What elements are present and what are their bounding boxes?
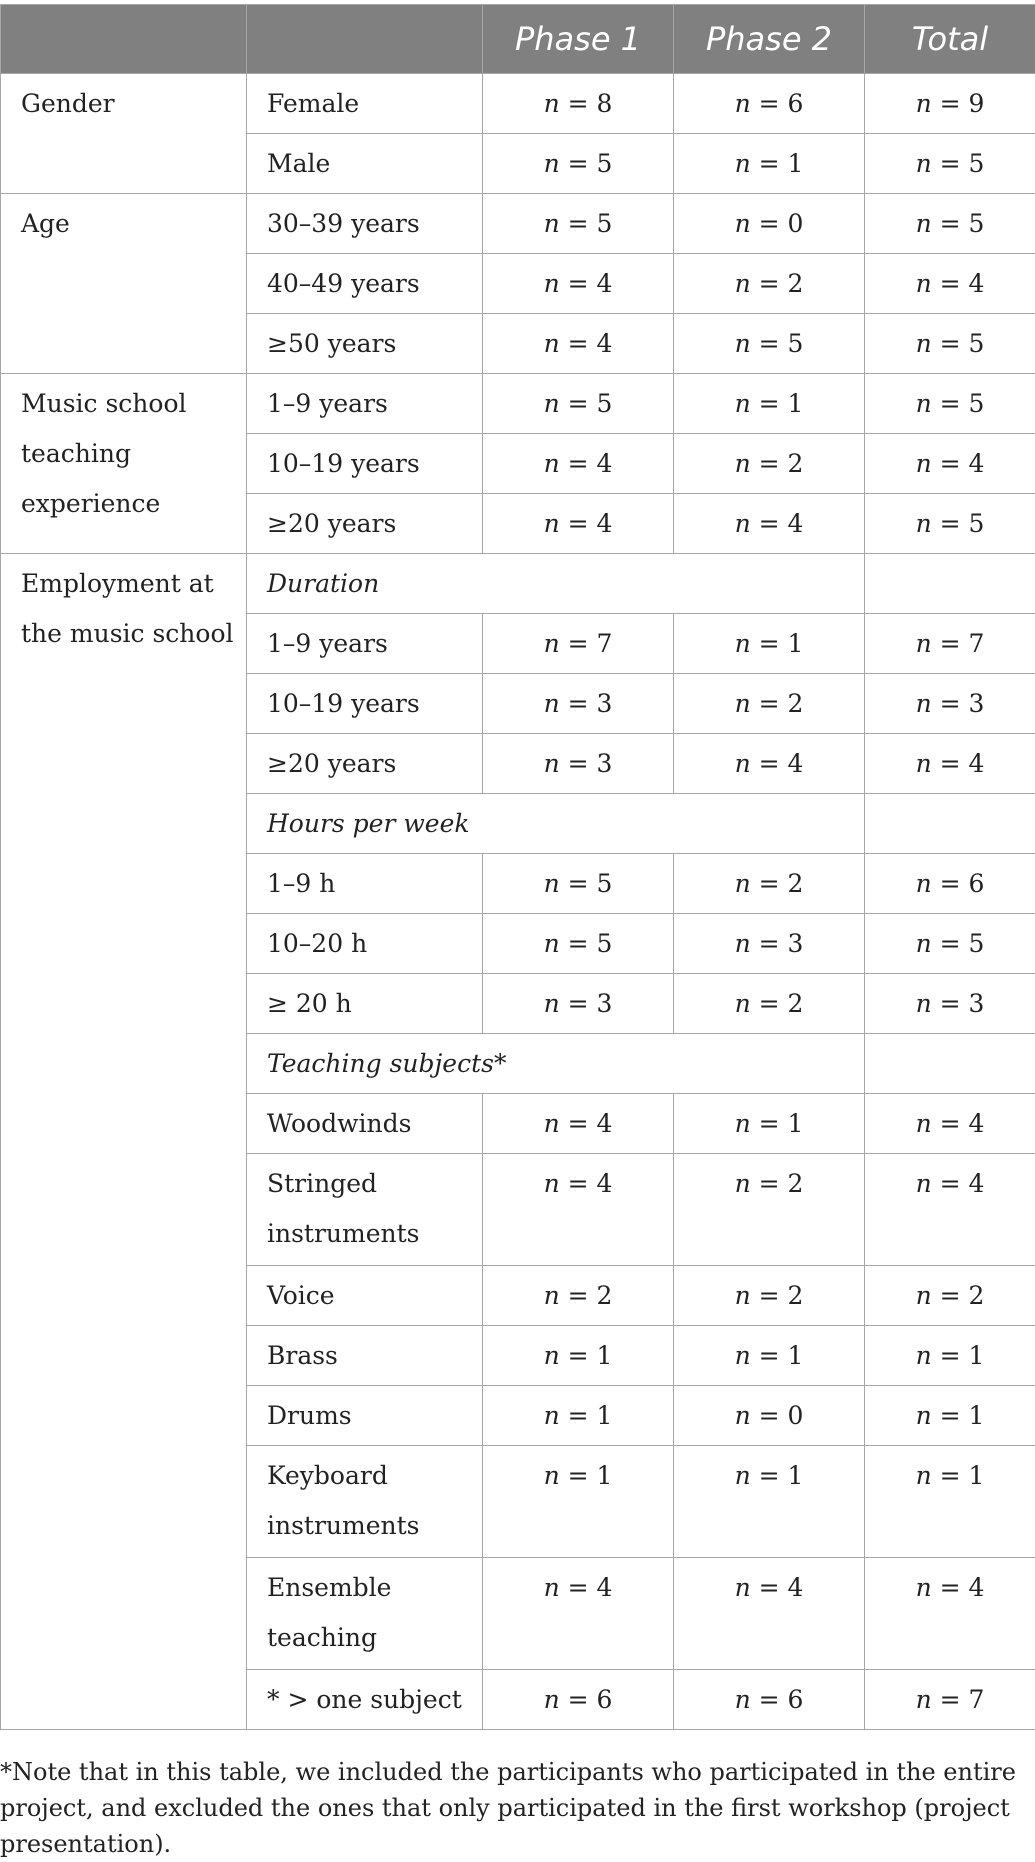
phase2-cell: n = 2 xyxy=(674,1266,865,1326)
row-label: Voice xyxy=(247,1266,483,1326)
phase2-cell: n = 2 xyxy=(674,674,865,734)
header-total: Total xyxy=(865,5,1035,74)
n-symbol: n xyxy=(916,1281,932,1310)
phase2-cell: n = 2 xyxy=(674,254,865,314)
phase2-cell: n = 1 xyxy=(674,1094,865,1154)
total-cell: n = 5 xyxy=(865,374,1035,434)
table-row xyxy=(1,74,1035,134)
total-cell: n = 5 xyxy=(865,194,1035,254)
n-symbol: n xyxy=(735,1573,751,1602)
n-symbol: n xyxy=(916,989,932,1018)
total-cell: n = 6 xyxy=(865,854,1035,914)
phase2-cell: n = 4 xyxy=(674,734,865,794)
n-symbol: n xyxy=(735,929,751,958)
phase1-cell: n = 4 xyxy=(483,494,674,554)
n-symbol: n xyxy=(544,449,560,478)
phase1-cell: n = 5 xyxy=(483,194,674,254)
row-label: 10–19 years xyxy=(247,674,483,734)
row-label: 10–20 h xyxy=(247,914,483,974)
subsection-label: Teaching subjects* xyxy=(247,1034,865,1094)
row-label: Female xyxy=(247,74,483,134)
row-label: 30–39 years xyxy=(247,194,483,254)
n-symbol: n xyxy=(735,149,751,178)
phase1-cell: n = 1 xyxy=(483,1446,674,1558)
n-symbol: n xyxy=(544,929,560,958)
category-cell: Age xyxy=(1,194,247,374)
n-symbol: n xyxy=(735,869,751,898)
row-label: 1–9 h xyxy=(247,854,483,914)
n-symbol: n xyxy=(544,1401,560,1430)
n-symbol: n xyxy=(916,389,932,418)
category-cell: Gender xyxy=(1,74,247,194)
total-cell: n = 1 xyxy=(865,1386,1035,1446)
phase2-cell: n = 2 xyxy=(674,1154,865,1266)
phase2-cell: n = 4 xyxy=(674,1558,865,1670)
row-label: * > one subject xyxy=(247,1670,483,1730)
table-container xyxy=(0,4,1035,1730)
n-symbol: n xyxy=(735,1461,751,1490)
n-symbol: n xyxy=(544,1281,560,1310)
total-cell: n = 4 xyxy=(865,1558,1035,1670)
header-category xyxy=(1,5,247,74)
total-cell: n = 3 xyxy=(865,974,1035,1034)
n-symbol: n xyxy=(735,389,751,418)
phase1-cell: n = 8 xyxy=(483,74,674,134)
n-symbol: n xyxy=(544,389,560,418)
row-label: ≥ 20 h xyxy=(247,974,483,1034)
category-cell: Employment at the music school xyxy=(1,554,247,1730)
phase2-cell: n = 1 xyxy=(674,1446,865,1558)
phase2-cell: n = 2 xyxy=(674,434,865,494)
phase1-cell: n = 4 xyxy=(483,1558,674,1670)
n-symbol: n xyxy=(735,89,751,118)
total-cell: n = 7 xyxy=(865,614,1035,674)
phase1-cell: n = 4 xyxy=(483,434,674,494)
total-cell: n = 4 xyxy=(865,1094,1035,1154)
total-cell: n = 4 xyxy=(865,1154,1035,1266)
n-symbol: n xyxy=(544,1461,560,1490)
n-symbol: n xyxy=(544,1109,560,1138)
row-label: ≥20 years xyxy=(247,494,483,554)
row-label: Keyboard instruments xyxy=(247,1446,483,1558)
empty-cell xyxy=(865,1034,1035,1094)
phase1-cell: n = 4 xyxy=(483,1094,674,1154)
n-symbol: n xyxy=(916,929,932,958)
total-cell: n = 5 xyxy=(865,494,1035,554)
n-symbol: n xyxy=(916,149,932,178)
n-symbol: n xyxy=(916,749,932,778)
phase2-cell: n = 1 xyxy=(674,374,865,434)
n-symbol: n xyxy=(916,209,932,238)
row-label: 40–49 years xyxy=(247,254,483,314)
phase1-cell: n = 3 xyxy=(483,974,674,1034)
row-label: Stringed instruments xyxy=(247,1154,483,1266)
n-symbol: n xyxy=(735,1685,751,1714)
row-label: Drums xyxy=(247,1386,483,1446)
row-label: Ensemble teaching xyxy=(247,1558,483,1670)
table-row xyxy=(1,374,1035,434)
n-symbol: n xyxy=(916,689,932,718)
n-symbol: n xyxy=(735,689,751,718)
n-symbol: n xyxy=(916,1461,932,1490)
phase2-cell: n = 1 xyxy=(674,134,865,194)
n-symbol: n xyxy=(544,509,560,538)
total-cell: n = 2 xyxy=(865,1266,1035,1326)
phase2-cell: n = 2 xyxy=(674,854,865,914)
phase2-cell: n = 5 xyxy=(674,314,865,374)
phase1-cell: n = 7 xyxy=(483,614,674,674)
phase1-cell: n = 2 xyxy=(483,1266,674,1326)
n-symbol: n xyxy=(916,449,932,478)
total-cell: n = 5 xyxy=(865,914,1035,974)
n-symbol: n xyxy=(544,269,560,298)
n-symbol: n xyxy=(735,1109,751,1138)
n-symbol: n xyxy=(735,1401,751,1430)
phase1-cell: n = 4 xyxy=(483,314,674,374)
n-symbol: n xyxy=(544,1341,560,1370)
n-symbol: n xyxy=(735,269,751,298)
n-symbol: n xyxy=(916,269,932,298)
total-cell: n = 4 xyxy=(865,434,1035,494)
phase2-cell: n = 6 xyxy=(674,74,865,134)
row-label: Male xyxy=(247,134,483,194)
n-symbol: n xyxy=(544,689,560,718)
phase2-cell: n = 4 xyxy=(674,494,865,554)
n-symbol: n xyxy=(544,149,560,178)
participant-demographics-table xyxy=(0,4,1035,1730)
row-label: Brass xyxy=(247,1326,483,1386)
n-symbol: n xyxy=(735,1281,751,1310)
n-symbol: n xyxy=(544,869,560,898)
empty-cell xyxy=(865,554,1035,614)
n-symbol: n xyxy=(544,1685,560,1714)
phase1-cell: n = 5 xyxy=(483,374,674,434)
n-symbol: n xyxy=(544,749,560,778)
n-symbol: n xyxy=(916,1685,932,1714)
phase1-cell: n = 5 xyxy=(483,854,674,914)
n-symbol: n xyxy=(916,329,932,358)
total-cell: n = 7 xyxy=(865,1670,1035,1730)
n-symbol: n xyxy=(916,1169,932,1198)
header-subcategory xyxy=(247,5,483,74)
category-cell: Music school teaching experience xyxy=(1,374,247,554)
n-symbol: n xyxy=(916,1573,932,1602)
row-label: 1–9 years xyxy=(247,374,483,434)
total-cell: n = 3 xyxy=(865,674,1035,734)
n-symbol: n xyxy=(916,1109,932,1138)
total-cell: n = 4 xyxy=(865,734,1035,794)
n-symbol: n xyxy=(735,1341,751,1370)
table-row xyxy=(1,194,1035,254)
phase2-cell: n = 6 xyxy=(674,1670,865,1730)
phase1-cell: n = 4 xyxy=(483,1154,674,1266)
n-symbol: n xyxy=(916,629,932,658)
total-cell: n = 4 xyxy=(865,254,1035,314)
row-label: ≥50 years xyxy=(247,314,483,374)
n-symbol: n xyxy=(544,209,560,238)
header-row xyxy=(1,5,1035,74)
n-symbol: n xyxy=(544,1573,560,1602)
row-label: 10–19 years xyxy=(247,434,483,494)
phase1-cell: n = 6 xyxy=(483,1670,674,1730)
phase2-cell: n = 0 xyxy=(674,194,865,254)
n-symbol: n xyxy=(916,509,932,538)
row-label: Woodwinds xyxy=(247,1094,483,1154)
total-cell: n = 1 xyxy=(865,1446,1035,1558)
phase2-cell: n = 1 xyxy=(674,614,865,674)
n-symbol: n xyxy=(544,1169,560,1198)
n-symbol: n xyxy=(735,209,751,238)
phase1-cell: n = 1 xyxy=(483,1386,674,1446)
subsection-label: Duration xyxy=(247,554,865,614)
phase1-cell: n = 5 xyxy=(483,134,674,194)
n-symbol: n xyxy=(544,629,560,658)
n-symbol: n xyxy=(544,329,560,358)
n-symbol: n xyxy=(735,509,751,538)
header-phase-2: Phase 2 xyxy=(674,5,865,74)
phase1-cell: n = 1 xyxy=(483,1326,674,1386)
phase2-cell: n = 0 xyxy=(674,1386,865,1446)
n-symbol: n xyxy=(735,749,751,778)
table-row xyxy=(1,554,1035,614)
row-label: ≥20 years xyxy=(247,734,483,794)
phase1-cell: n = 3 xyxy=(483,674,674,734)
phase2-cell: n = 1 xyxy=(674,1326,865,1386)
row-label: 1–9 years xyxy=(247,614,483,674)
total-cell: n = 5 xyxy=(865,314,1035,374)
header-phase-1: Phase 1 xyxy=(483,5,674,74)
n-symbol: n xyxy=(544,989,560,1018)
n-symbol: n xyxy=(916,1341,932,1370)
n-symbol: n xyxy=(735,1169,751,1198)
phase1-cell: n = 4 xyxy=(483,254,674,314)
phase1-cell: n = 5 xyxy=(483,914,674,974)
empty-cell xyxy=(865,794,1035,854)
n-symbol: n xyxy=(735,449,751,478)
total-cell: n = 5 xyxy=(865,134,1035,194)
total-cell: n = 1 xyxy=(865,1326,1035,1386)
n-symbol: n xyxy=(735,989,751,1018)
n-symbol: n xyxy=(916,89,932,118)
phase2-cell: n = 2 xyxy=(674,974,865,1034)
table-footnote: *Note that in this table, we included the participants who participated in the entire project, and excluded the ones that only participated in the first workshop (project presentation). xyxy=(0,1754,1035,1862)
n-symbol: n xyxy=(735,629,751,658)
n-symbol: n xyxy=(544,89,560,118)
phase2-cell: n = 3 xyxy=(674,914,865,974)
n-symbol: n xyxy=(916,869,932,898)
phase1-cell: n = 3 xyxy=(483,734,674,794)
n-symbol: n xyxy=(916,1401,932,1430)
n-symbol: n xyxy=(735,329,751,358)
total-cell: n = 9 xyxy=(865,74,1035,134)
subsection-label: Hours per week xyxy=(247,794,865,854)
